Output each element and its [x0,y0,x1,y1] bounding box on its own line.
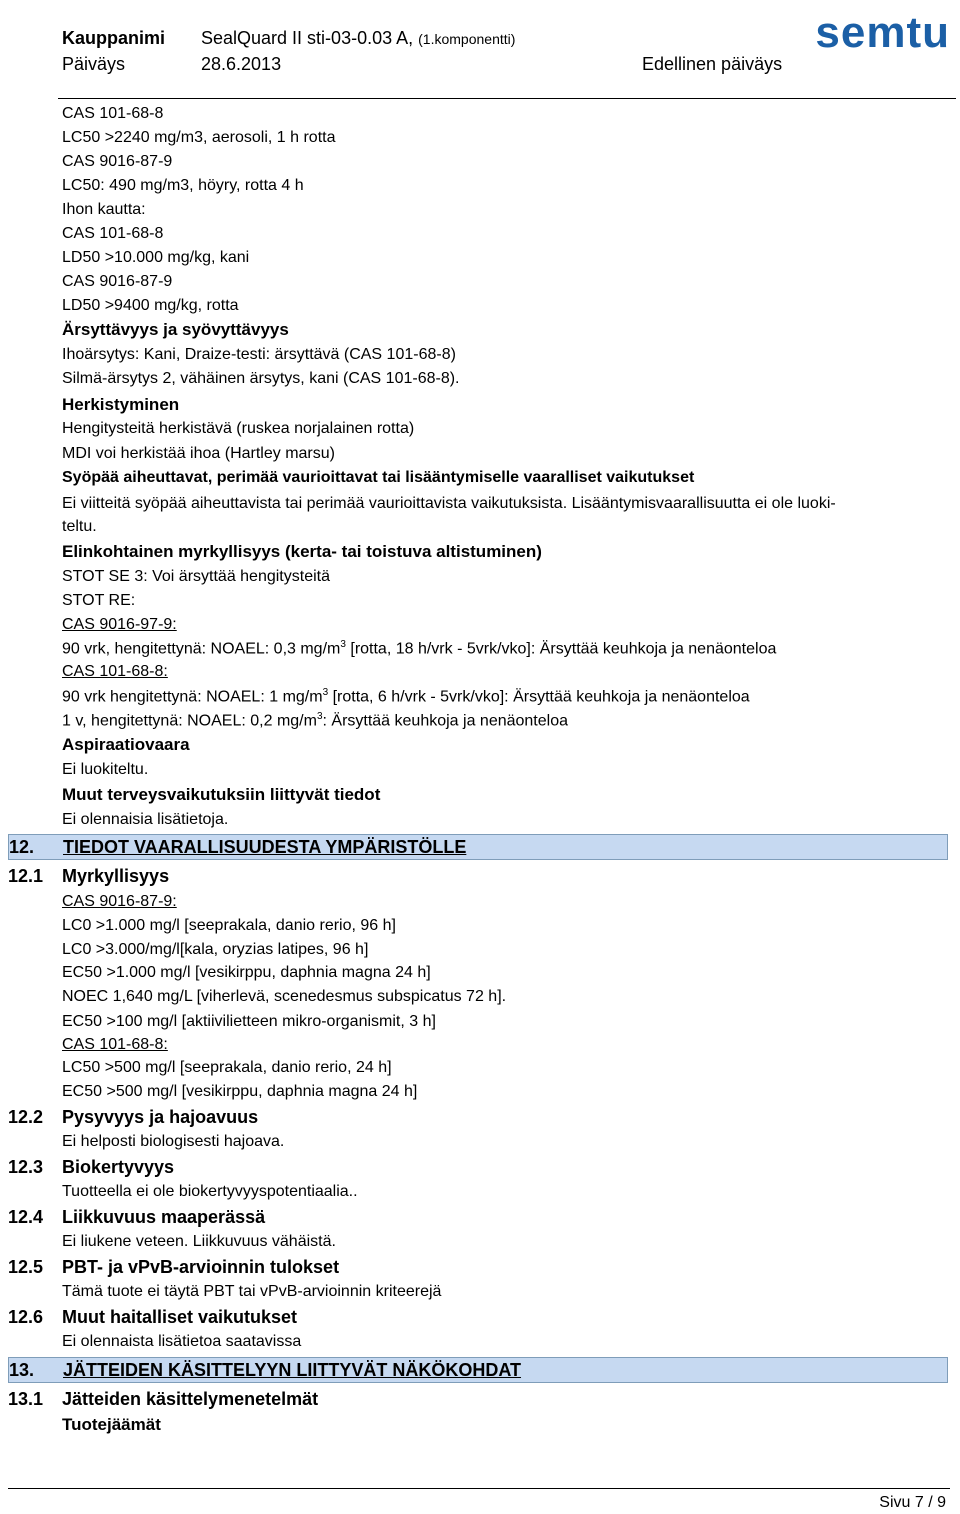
subsection-title: Myrkyllisyys [62,866,170,886]
superscript: 3 [316,711,323,722]
text-line: Ihoärsytys: Kani, Draize-testi: ärsyttävä (CAS 101-68-8) [62,346,456,363]
product-suffix: (1.komponentti) [418,31,516,47]
subsection-title: Pysyvyys ja hajoavuus [62,1107,259,1127]
text-line: CAS 101-68-8: [62,663,168,680]
subsection-number: 12.6 [8,1307,44,1327]
section-title: TIEDOT VAARALLISUUDESTA YMPÄRISTÖLLE [63,837,467,857]
section-13-header [8,1357,948,1383]
text-line: STOT SE 3: Voi ärsyttää hengitysteitä [62,568,330,585]
text-line: teltu. [62,518,97,535]
text-line: LC50 >500 mg/l [seeprakala, danio rerio, 24 h] [62,1059,392,1076]
previous-date-label: Edellinen päiväys [642,54,783,74]
subsection-title: Biokertyvyys [62,1157,175,1177]
text-line: Ei helposti biologisesti hajoava. [62,1133,285,1150]
section-number: 13. [9,1360,35,1380]
section-number: 12. [9,837,35,857]
text-line: Ei liukene veteen. Liikkuvuus vähäistä. [62,1233,336,1250]
text-line: Silmä-ärsytys 2, vähäinen ärsytys, kani (CAS 101-68-8). [62,370,460,387]
subsection-number: 12.2 [8,1107,44,1127]
text-line: CAS 9016-87-9: [62,893,177,910]
text-line [62,639,776,658]
subsection-title: Muut haitalliset vaikutukset [62,1307,298,1327]
page-number: Sivu 7 / 9 [879,1494,946,1511]
subsection-12-5 [8,1257,339,1278]
superscript: 3 [322,687,329,698]
text-line: CAS 9016-87-9 [62,273,173,290]
text-line: Tämä tuote ei täytä PBT tai vPvB-arvioinnin kriteerejä [62,1283,442,1300]
subheading: Aspiraatiovaara [62,735,190,754]
subheading: Tuotejäämät [62,1415,161,1434]
text-line: LC50: 490 mg/m3, höyry, rotta 4 h [62,177,304,194]
subsection-12-2 [8,1107,258,1128]
text-line: Ei olennaista lisätietoa saatavissa [62,1333,302,1350]
text-line: CAS 101-68-8 [62,105,164,122]
footer-divider [8,1488,950,1489]
text-span: [rotta, 18 h/vrk - 5vrk/vko]: Ärsyttää keuhkoja ja nenäonteloa [345,640,777,658]
text-span: 1 v, hengitettynä: NOAEL: 0,2 mg/m [62,712,317,730]
text-line: LD50 >10.000 mg/kg, kani [62,249,250,266]
text-line: CAS 9016-87-9 [62,153,173,170]
text-line: NOEC 1,640 mg/L [viherlevä, scenedesmus subspicatus 72 h]. [62,988,507,1005]
text-line: EC50 >500 mg/l [vesikirppu, daphnia magna 24 h] [62,1083,418,1100]
company-logo: semtu [815,8,950,57]
date-label: Päiväys [62,54,126,74]
text-line: EC50 >1.000 mg/l [vesikirppu, daphnia magna 24 h] [62,964,431,981]
subsection-title: PBT- ja vPvB-arvioinnin tulokset [62,1257,340,1277]
text-line: STOT RE: [62,592,136,609]
subsection-number: 12.4 [8,1207,44,1227]
text-line: Ihon kautta: [62,201,146,218]
text-span: 90 vrk hengitettynä: NOAEL: 1 mg/m [62,688,323,706]
subsection-12-3 [8,1157,174,1178]
page-header [62,8,950,104]
text-line: Ei viitteitä syöpää aiheuttavista tai perimää vaurioittavista vaikutuksista. Lisääntymisvaarallisuutta ei ole luoki- [62,495,836,512]
subsection-number: 13.1 [8,1389,44,1409]
header-divider [58,98,956,99]
subsection-12-1 [8,866,169,887]
text-line: CAS 9016-97-9: [62,616,177,633]
text-line: EC50 >100 mg/l [aktiivilietteen mikro-organismit, 3 h] [62,1013,436,1030]
text-line: Tuotteella ei ole biokertyvyyspotentiaalia.. [62,1183,358,1200]
text-line [62,687,750,706]
date-value: 28.6.2013 [201,54,282,74]
subsection-number: 12.1 [8,866,44,886]
subheading: Elinkohtainen myrkyllisyys (kerta- tai toistuva altistuminen) [62,542,542,561]
section-12-header [8,834,948,860]
text-line: MDI voi herkistää ihoa (Hartley marsu) [62,445,335,462]
text-line: Hengitysteitä herkistävä (ruskea norjalainen rotta) [62,420,415,437]
text-span: [rotta, 6 h/vrk - 5vrk/vko]: Ärsyttää keuhkoja ja nenäonteloa [328,688,750,706]
subsection-12-6 [8,1307,297,1328]
product-text: SealQuard II sti-03-0.03 A, [201,28,414,48]
subsection-number: 12.5 [8,1257,44,1277]
text-span: : Ärsyttää keuhkoja ja nenäonteloa [322,712,568,730]
product-name [201,28,515,49]
subheading: Syöpää aiheuttavat, perimää vaurioittavat tai lisääntymiselle vaaralliset vaikutukset [62,469,695,486]
text-line: CAS 101-68-8: [62,1036,168,1053]
text-line: LC0 >1.000 mg/l [seeprakala, danio rerio, 96 h] [62,917,396,934]
subheading: Muut terveysvaikutuksiin liittyvät tiedot [62,785,381,804]
subheading: Ärsyttävyys ja syövyttävyys [62,320,289,339]
subsection-13-1 [8,1389,318,1410]
superscript: 3 [340,639,346,650]
subsection-title: Jätteiden käsittelymenetelmät [62,1389,319,1409]
section-title: JÄTTEIDEN KÄSITTELYYN LIITTYVÄT NÄKÖKOHDAT [63,1360,522,1380]
subsection-number: 12.3 [8,1157,44,1177]
text-line: Ei olennaisia lisätietoja. [62,811,229,828]
subheading: Herkistyminen [62,395,180,414]
text-line: LC0 >3.000/mg/l[kala, oryzias latipes, 96 h] [62,941,369,958]
text-line: LC50 >2240 mg/m3, aerosoli, 1 h rotta [62,129,336,146]
text-span: 90 vrk, hengitettynä: NOAEL: 0,3 mg/m [62,640,341,658]
subsection-title: Liikkuvuus maaperässä [62,1207,266,1227]
text-line: Ei luokiteltu. [62,761,149,778]
company-label: Kauppanimi [62,28,166,48]
subsection-12-4 [8,1207,265,1228]
text-line: CAS 101-68-8 [62,225,164,242]
text-line: LD50 >9400 mg/kg, rotta [62,297,239,314]
text-line [62,711,568,730]
